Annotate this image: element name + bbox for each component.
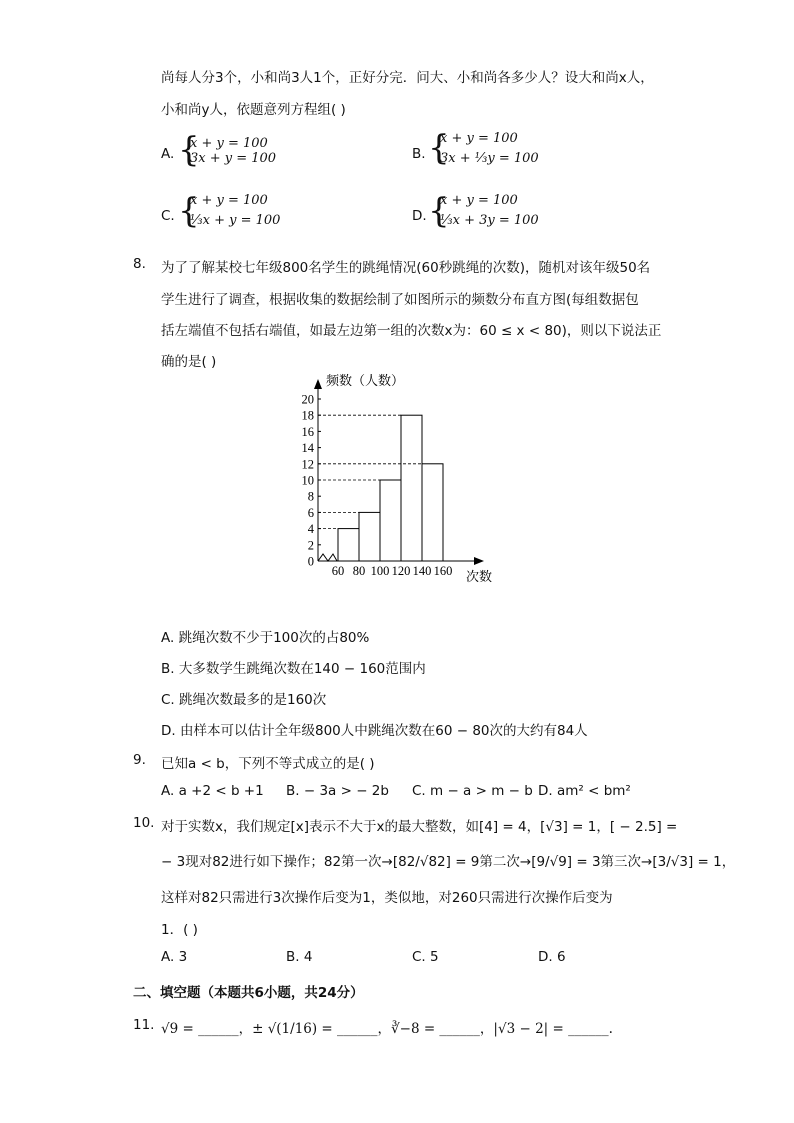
section-title: 二、填空题（本题共6小题，共24分） (133, 985, 364, 1001)
q8-line1: 为了了解某校七年级800名学生的跳绳情况(60秒跳绳的次数)，随机对该年级50名 (161, 260, 651, 276)
q8-line3: 括左端值不包括右端值，如最左边第一组的次数x为：60 ≤ x < 80)，则以下说法正 (161, 323, 662, 339)
q9-number: 9. (133, 752, 146, 768)
q11-text: √9 = ______，± √(1/16) = ______，∛−8 = ______，|√3 − 2| = ______. (161, 1021, 613, 1037)
q7-option-d-label: D. (412, 208, 427, 224)
x-axis-arrow-icon (474, 557, 484, 565)
q8-number: 8. (133, 256, 146, 272)
q9-option-d[interactable]: D. am² < bm² (538, 783, 631, 799)
y-tick-label: 20 (301, 392, 314, 407)
q8-line4: 确的是( ) (161, 354, 217, 370)
q8-option-b[interactable]: B. 大多数学生跳绳次数在140 − 160范围内 (161, 661, 426, 677)
q7-option-c-eq2: ⅓x + y = 100 (190, 213, 281, 228)
brace-icon: { (178, 191, 200, 231)
y-tick-label: 16 (301, 424, 314, 439)
brace-icon: { (428, 191, 450, 231)
y-axis-arrow-icon (314, 379, 322, 389)
q11-number: 11. (133, 1017, 155, 1033)
q10-line4: 1．( ) (161, 922, 198, 938)
q7-line2: 小和尚y人，依题意列方程组( ) (161, 102, 346, 118)
histogram-bar (338, 529, 359, 561)
q9-stem: 已知a < b，下列不等式成立的是( ) (161, 756, 375, 772)
q7-option-b-eq1: x + y = 100 (440, 131, 518, 146)
x-axis-label: 次数 (466, 569, 493, 584)
q7-option-c-eq1: x + y = 100 (190, 193, 268, 208)
x-tick-label: 160 (433, 564, 453, 578)
q9-option-a[interactable]: A. a +2 < b +1 (161, 783, 264, 799)
x-tick-label: 140 (412, 564, 432, 578)
y-tick-label: 4 (307, 522, 314, 537)
q8-option-c[interactable]: C. 跳绳次数最多的是160次 (161, 692, 327, 708)
y-tick-label: 14 (301, 441, 314, 456)
q7-option-b-label: B. (412, 146, 426, 162)
q7-option-c-label: C. (161, 208, 175, 224)
q10-option-d[interactable]: D. 6 (538, 949, 566, 965)
q10-option-a[interactable]: A. 3 (161, 949, 188, 965)
q7-option-d-eq2: ⅓x + 3y = 100 (440, 213, 539, 228)
histogram-bar (401, 415, 422, 561)
q7-line1: 尚每人分3个，小和尚3人1个，正好分完．问大、小和尚各多少人？设大和尚x人， (161, 70, 654, 86)
q10-number: 10. (133, 815, 155, 831)
histogram-bar (359, 512, 380, 561)
q8-option-d[interactable]: D. 由样本可以估计全年级800人中跳绳次数在60 − 80次的大约有84人 (161, 723, 588, 739)
x-tick-label: 60 (331, 564, 345, 578)
y-tick-label: 2 (307, 538, 314, 553)
axis-break-icon (318, 554, 337, 561)
y-tick-label: 0 (307, 554, 314, 569)
q10-line2: − 3现对82进行如下操作；82第一次→[82/√82] = 9第二次→[9/√9] = 3第三次→[3/√3] = 1， (161, 854, 736, 870)
y-tick-label: 6 (307, 505, 314, 520)
brace-icon: { (428, 128, 450, 168)
y-tick-label: 10 (301, 473, 314, 488)
q7-option-d-eq1: x + y = 100 (440, 193, 518, 208)
q9-option-b[interactable]: B. − 3a > − 2b (286, 783, 389, 799)
y-tick-label: 12 (301, 457, 314, 472)
histogram-bar (422, 464, 443, 561)
q7-option-b-eq2: 3x + ⅓y = 100 (440, 151, 539, 166)
q10-option-c[interactable]: C. 5 (412, 949, 439, 965)
x-tick-label: 80 (352, 564, 366, 578)
q10-line3: 这样对82只需进行3次操作后变为1，类似地，对260只需进行次操作后变为 (161, 890, 613, 906)
q10-option-b[interactable]: B. 4 (286, 949, 313, 965)
histogram-bar (380, 480, 401, 561)
brace-icon: { (178, 130, 200, 170)
y-axis-label: 频数（人数） (326, 373, 405, 388)
q7-option-a-label: A. (161, 146, 175, 162)
q8-line2: 学生进行了调查，根据收集的数据绘制了如图所示的频数分布直方图(每组数据包 (161, 292, 639, 308)
q9-option-c[interactable]: C. m − a > m − b (412, 783, 533, 799)
y-tick-label: 18 (301, 408, 314, 423)
y-tick-label: 8 (307, 489, 314, 504)
x-tick-label: 100 (370, 564, 390, 578)
q10-line1: 对于实数x，我们规定[x]表示不大于x的最大整数，如[4] = 4，[√3] = 1，[ − 2.5] = (161, 819, 678, 835)
q7-option-a-eq1: x + y = 100 (190, 136, 268, 151)
x-tick-label: 120 (391, 564, 411, 578)
q7-option-a-eq2: 3x + y = 100 (190, 151, 277, 166)
frequency-histogram (290, 370, 510, 590)
q8-option-a[interactable]: A. 跳绳次数不少于100次的占80% (161, 630, 370, 646)
